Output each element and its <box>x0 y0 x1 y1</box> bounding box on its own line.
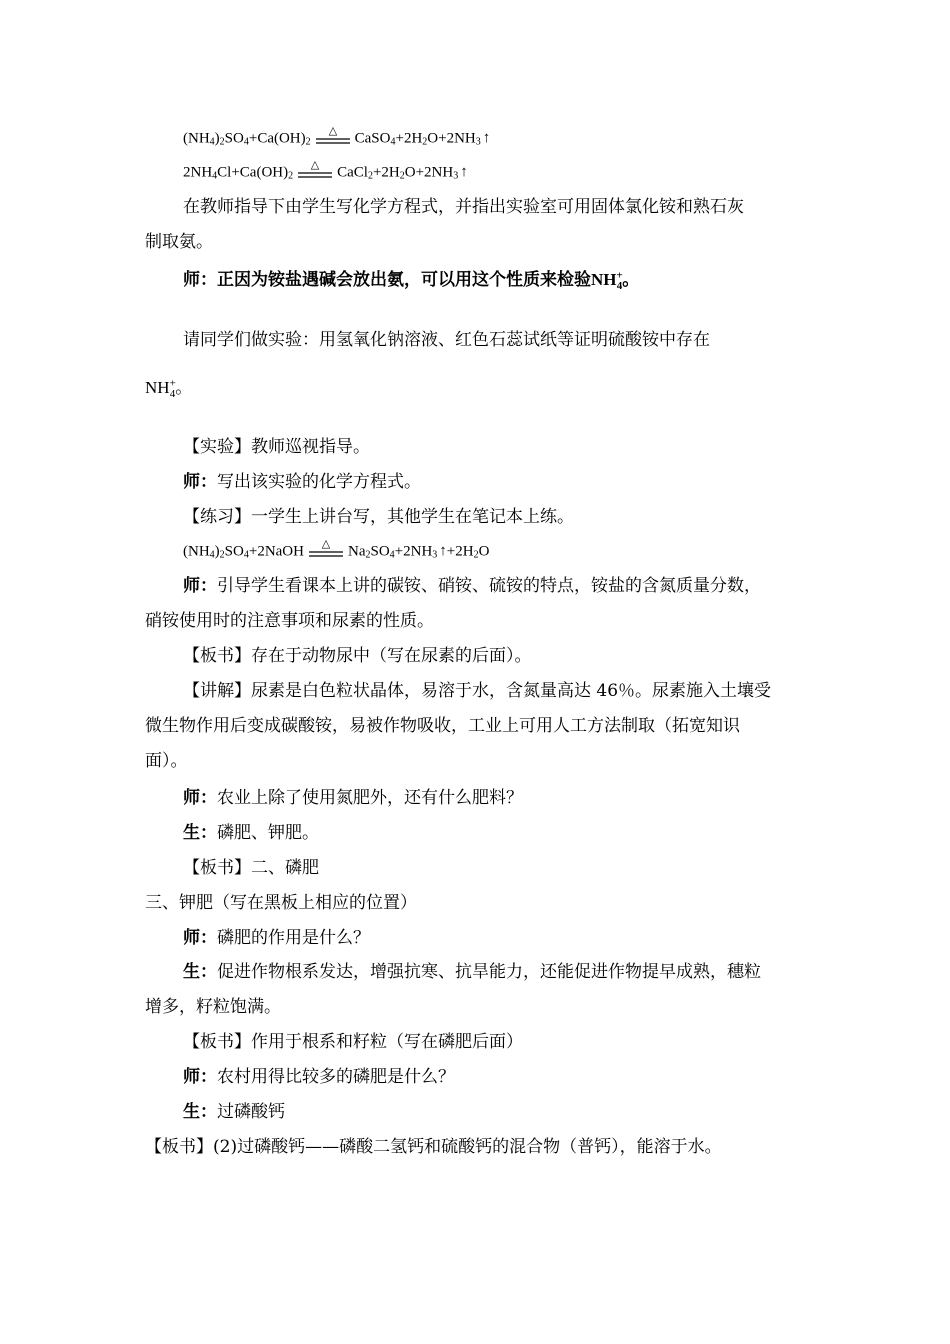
paragraph-line: 制取氨。 <box>145 232 213 252</box>
paragraph-line: 面）。 <box>145 751 188 771</box>
paragraph-line: 【讲解】尿素是白色粒状晶体，易溶于水，含氮量高达 46％。尿素施入土壤受 <box>183 681 772 701</box>
heating-condition-icon <box>308 538 344 560</box>
paragraph-line: 微生物作用后变成碳酸铵，易被作物吸收，工业上可用人工方法制取（拓宽知识 <box>145 716 740 736</box>
teacher-line: 师：写出该实验的化学方程式。 <box>183 472 421 492</box>
svg-text:△: △ <box>321 538 331 550</box>
gas-arrow-icon: ↑ <box>460 164 468 181</box>
paragraph-line: 【板书】存在于动物尿中（写在尿素的后面）。 <box>183 646 532 666</box>
svg-text:△: △ <box>310 159 320 171</box>
ammonium-formula: $NH^+_4$ <box>145 377 176 401</box>
paragraph-line: 【实验】教师巡视指导。 <box>183 437 370 457</box>
gas-arrow-icon: ↑ <box>482 130 491 147</box>
paragraph-line: 【板书】(2)过磷酸钙——磷酸二氢钙和硫酸钙的混合物（普钙），能溶于水。 <box>145 1137 722 1157</box>
paragraph-line: 在教师指导下由学生写化学方程式，并指出实验室可用固体氯化铵和熟石灰 <box>183 197 744 217</box>
student-line: 生：磷肥、钾肥。 <box>183 823 319 843</box>
heating-condition-icon <box>297 159 333 181</box>
teacher-line: 师：引导学生看课本上讲的碳铵、硝铵、硫铵的特点，铵盐的含氮质量分数， <box>183 576 761 596</box>
teacher-statement: 师：正因为铵盐遇碱会放出氨，可以用这个性质来检验$NH^+_4$。 <box>183 269 640 293</box>
svg-text:△: △ <box>328 125 337 137</box>
gas-arrow-icon: ↑ <box>439 543 447 560</box>
paragraph-line: 增多，籽粒饱满。 <box>145 997 281 1017</box>
equation-2: $2NH_4Cl+Ca(OH)_2$ △ $CaCl_2+2H_2O+2NH_3$ ↑ <box>183 159 468 182</box>
ammonium-formula: $NH^+_4$ <box>591 269 623 293</box>
student-line: 生：过磷酸钙 <box>183 1102 285 1122</box>
teacher-line: 师：农村用得比较多的磷肥是什么？ <box>183 1067 455 1087</box>
equation-3: $(NH_4)_2SO_4+2NaOH$ △ $Na_2SO_4+2NH_3$ $↑+2H_2O$ <box>183 538 490 561</box>
teacher-line: 师：磷肥的作用是什么？ <box>183 928 370 948</box>
heating-condition-icon <box>315 125 351 147</box>
paragraph-line: 请同学们做实验：用氢氧化钠溶液、红色石蕊试纸等证明硫酸铵中存在 <box>183 330 710 350</box>
student-line: 生：促进作物根系发达，增强抗寒、抗旱能力，还能促进作物提早成熟，穗粒 <box>183 962 761 982</box>
paragraph-line: 【板书】作用于根系和籽粒（写在磷肥后面） <box>183 1032 523 1052</box>
paragraph-line: 【练习】一学生上讲台写，其他学生在笔记本上练。 <box>183 507 574 527</box>
paragraph-line: 【板书】二、磷肥 <box>183 858 319 878</box>
teacher-line: 师：农业上除了使用氮肥外，还有什么肥料？ <box>183 788 523 808</box>
paragraph-line: 硝铵使用时的注意事项和尿素的性质。 <box>145 611 434 631</box>
paragraph-line: 三、钾肥（写在黑板上相应的位置） <box>145 893 417 913</box>
paragraph-line: $NH^+_4$。 <box>145 377 193 401</box>
equation-1: $(NH_4)_2SO_4+Ca(OH)_2$ △ $CaSO_4+2H_2O+2NH_3$ ↑ <box>183 125 491 148</box>
